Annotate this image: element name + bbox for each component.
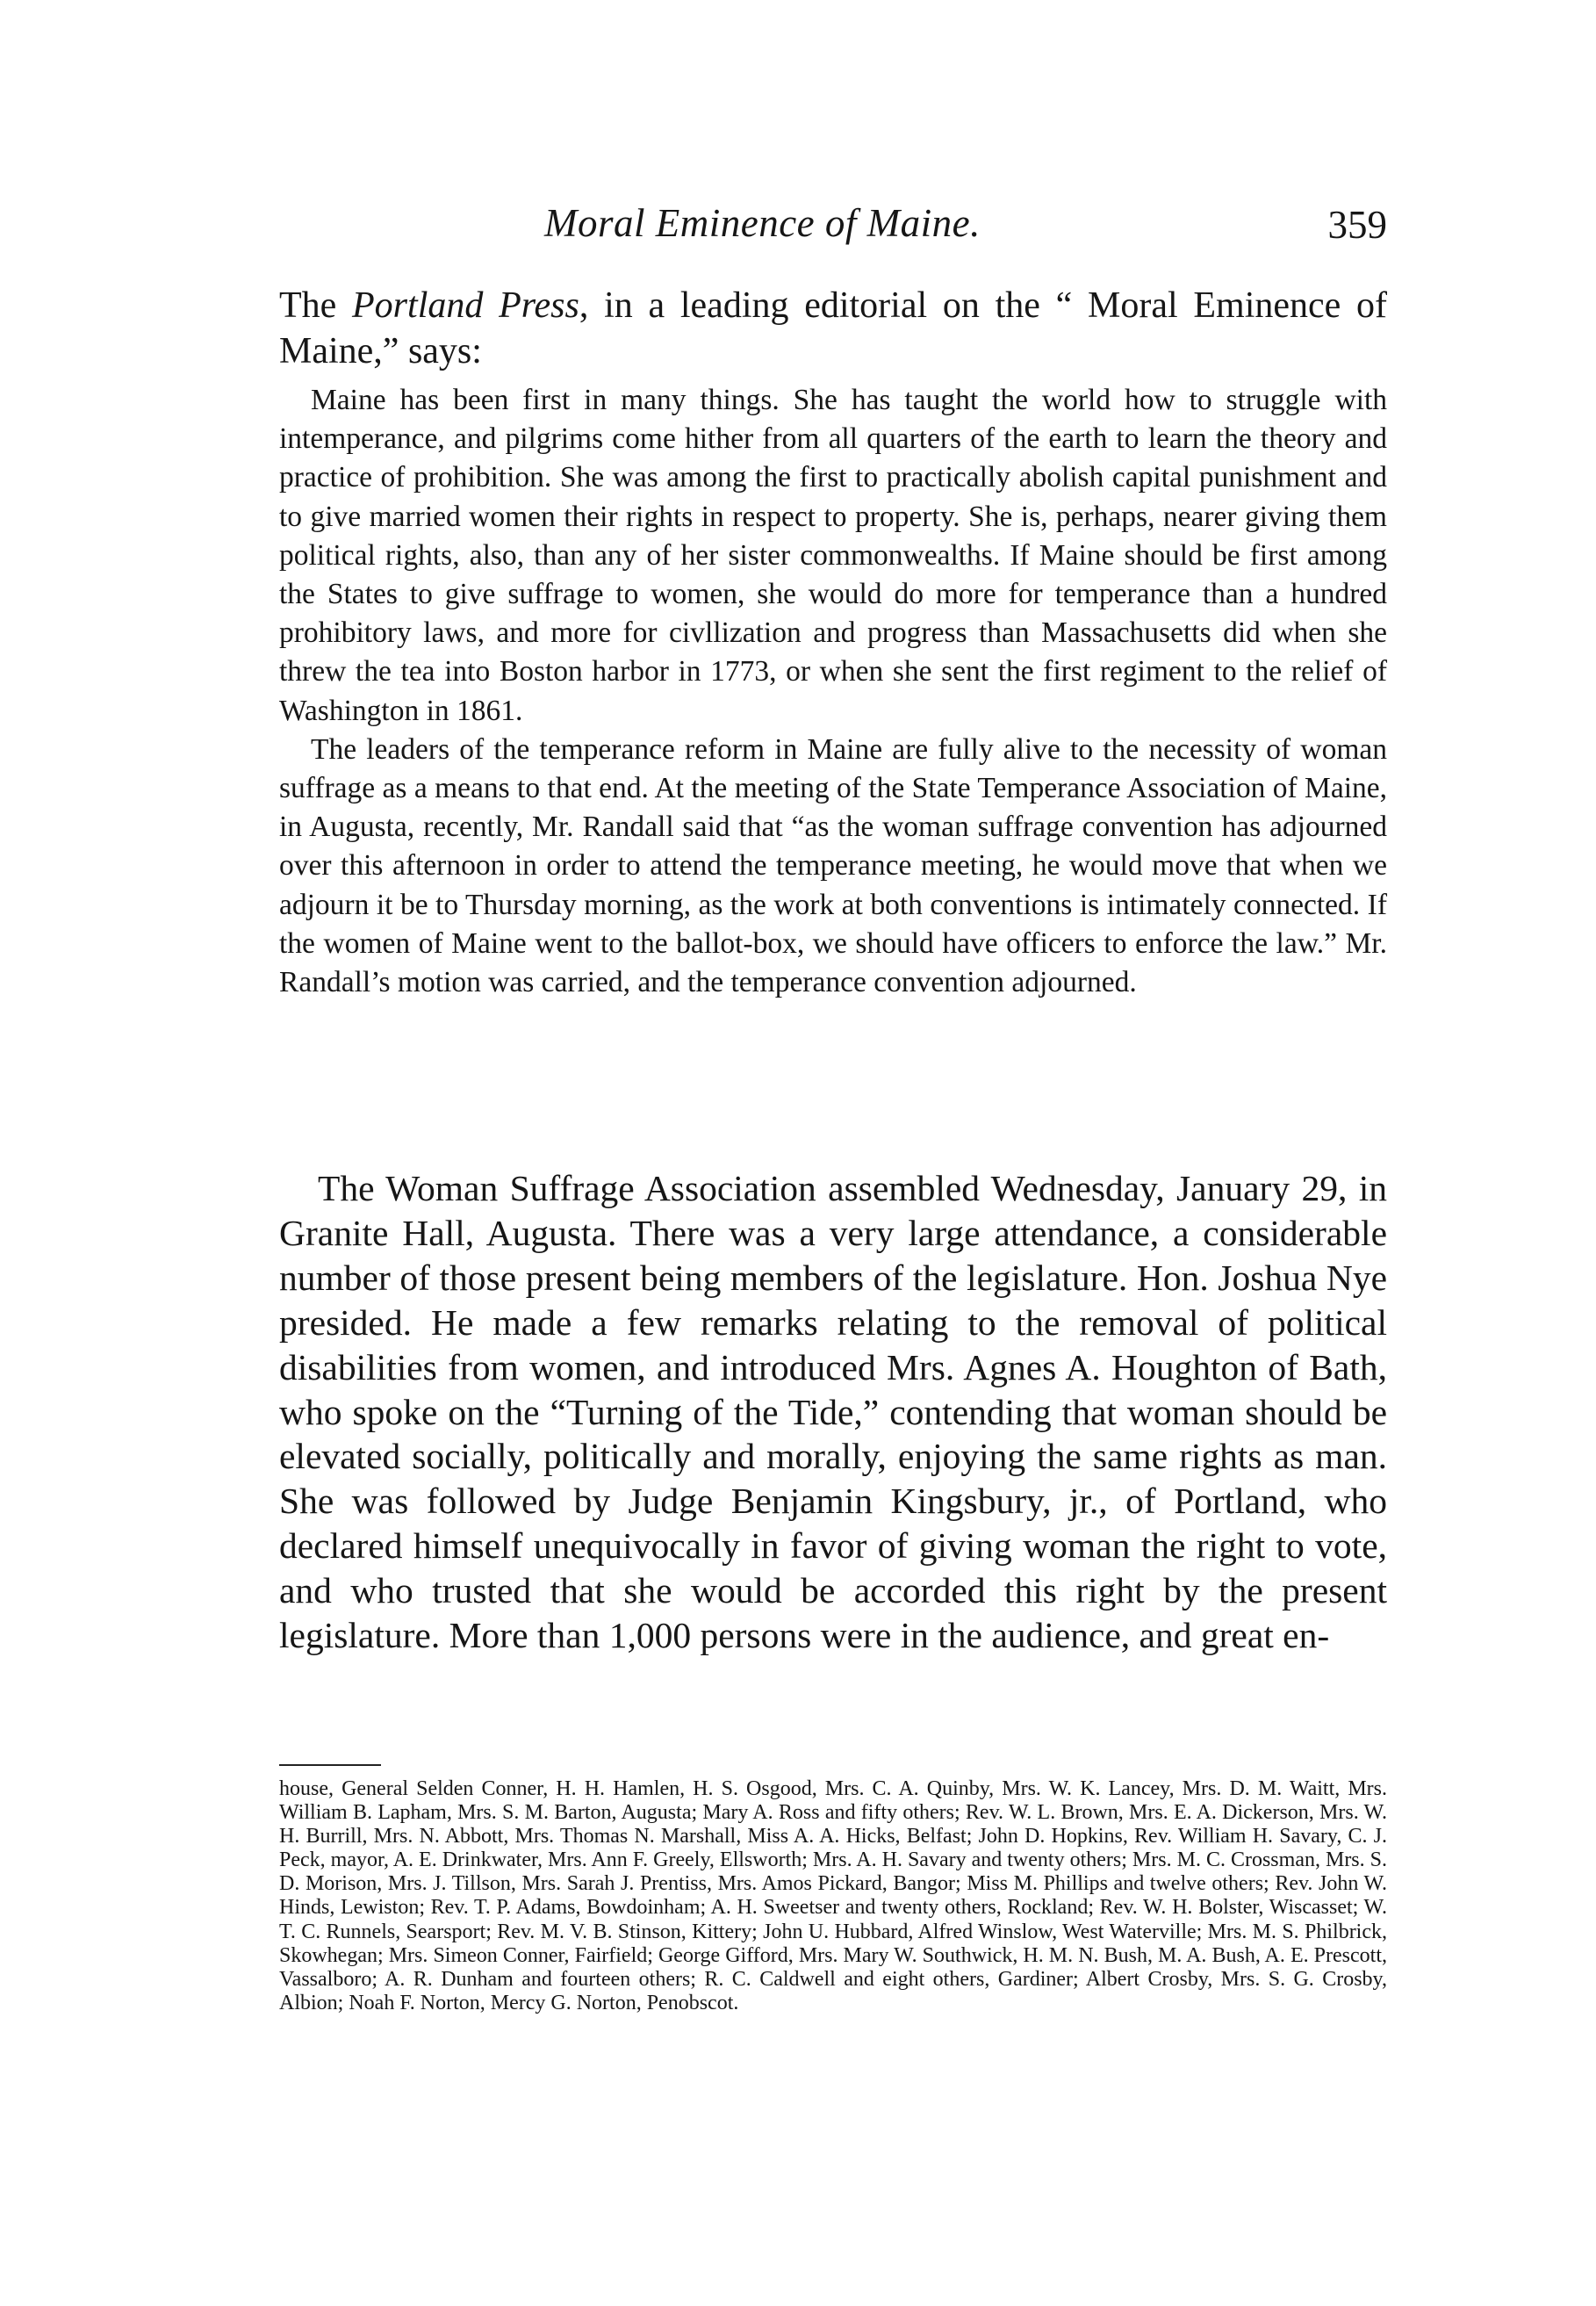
intro-text-after: , in a leading editorial on the “ Moral Eminence of Maine,” says: [279,285,1388,371]
intro-paragraph [279,283,1387,374]
footnote-divider [279,1764,381,1766]
page-number: 359 [1327,203,1387,247]
footnote: house, General Selden Conner, H. H. Hamlen, H. S. Osgood, Mrs. C. A. Quinby, Mrs. W. K. Lancey, Mrs. D. M. Waitt, Mrs. William B. Lapham, Mrs. S. M. Barton, Augusta; Mary A. Ross and fifty others; Rev. W. L. Brown, Mrs. E. A. Dickerson, Mrs. W. H. Burrill, Mrs. N. Abbott, Mrs. Thomas N. Marshall, Miss A. A. Hicks, Belfast; John D. Hopkins, Rev. William H. Savary, C. J. Peck, mayor, A. E. Drinkwater, Mrs. Ann F. Greely, Ellsworth; Mrs. A. H. Savary and twenty others; Mrs. M. C. Crossman, Mrs. S. D. Morison, Mrs. J. Tillson, Mrs. Sarah J. Prentiss, Mrs. Amos Pickard, Bangor; Miss M. Phillips and twelve others; Rev. John W. Hinds, Lewiston; Rev. T. P. Adams, Bowdoinham; A. H. Sweetser and twenty others, Rockland; Rev. W. H. Bolster, Wiscasset; W. T. C. Runnels, Searsport; Rev. M. V. B. Stinson, Kittery; John U. Hubbard, Alfred Winslow, West Waterville; Mrs. M. S. Philbrick, Skowhegan; Mrs. Simeon Conner, Fairfield; George Gifford, Mrs. Mary W. Southwick, H. M. N. Bush, M. A. Bush, A. E. Prescott, Vassalboro; A. R. Dunham and fourteen others; R. C. Caldwell and eight others, Gardiner; Albert Crosby, Mrs. S. G. Crosby, Albion; Noah F. Norton, Mercy G. Norton, Penobscot. [279,1777,1387,2014]
editorial-quote [279,381,1387,1002]
running-title: Moral Eminence of Maine. [544,201,981,245]
body-paragraph: The Woman Suffrage Association assembled Wednesday, January 29, in Granite Hall, Augusta. There was a very large attendance, a considerable number of those present being members of the legislature. Hon. Joshua Nye presided. He made a few remarks relating to the removal of political disabilities from women, and introduced Mrs. Agnes A. Houghton of Bath, who spoke on the “Turning of the Tide,” contending that woman should be elevated socially, politically and morally, enjoying the same rights as man. She was followed by Judge Benjamin Kingsbury, jr., of Portland, who declared himself unequivocally in favor of giving woman the right to vote, and who trusted that she would be accorded this right by the present legislature. More than 1,000 persons were in the audience, and great en- [279,1168,1387,1656]
intro-text-before: The [279,285,353,326]
quote-paragraph-2: The leaders of the temperance reform in Maine are fully alive to the necessity of woman suffrage as a means to that end. At the meeting of the State Temperance Association of Maine, in Augusta, recently, Mr. Randall said that “as the woman suffrage convention has adjourned over this afternoon in order to attend the temperance meeting, he would move that when we adjourn it be to Thursday morning, as the work at both conventions is intimately connected. If the women of Maine went to the ballot-box, we should have officers to enforce the law.” Mr. Randall’s motion was carried, and the temperance convention adjourned. [279,732,1387,999]
publication-name: Portland Press [352,285,579,326]
quote-paragraph-1: Maine has been first in many things. She has taught the world how to struggle with intemperance, and pilgrims come hither from all quarters of the earth to learn the theory and practice of prohibition. She was among the first to practically abolish capital punishment and to give married women their rights in respect to property. She is, perhaps, nearer giving them political rights, also, than any of her sister commonwealths. If Maine should be first among the States to give suffrage to women, she would do more for temperance than a hundred prohibitory laws, and more for civllization and progress than Massachusetts did when she threw the tea into Boston harbor in 1773, or when she sent the first regiment to the relief of Washington in 1861. [279,384,1387,727]
page-header [279,200,1387,253]
